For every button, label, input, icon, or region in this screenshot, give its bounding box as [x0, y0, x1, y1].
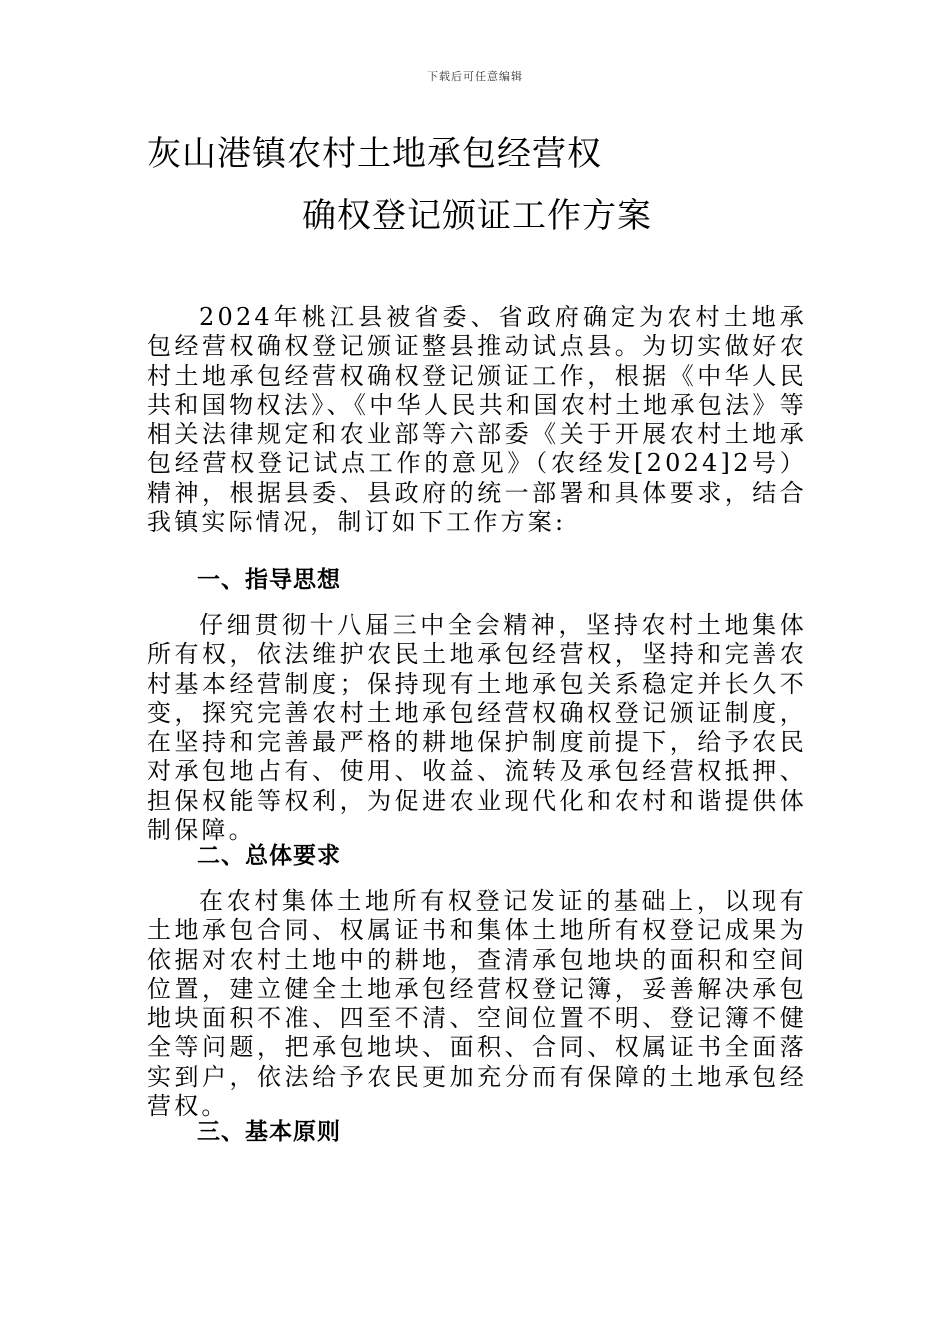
section-2-paragraph: 在农村集体土地所有权登记发证的基础上，以现有土地承包合同、权属证书和集体土地所有权登记成果为依据对农村土地中的耕地，查清承包地块的面积和空间位置，建立健全土地承包经营权登记簿，妥善解决承包地块面积不准、四至不清、空间位置不明、登记簿不健全等问题，把承包地块、面积、合同、权属证书全面落实到户，依法给予农民更加充分而有保障的土地承包经营权。: [147, 887, 807, 1121]
section-2-heading: 二、总体要求: [197, 843, 341, 869]
section-1-heading: 一、指导思想: [197, 567, 341, 593]
intro-paragraph: 2024年桃江县被省委、省政府确定为农村土地承包经营权确权登记颁证整县推动试点县。为切实做好农村土地承包经营权确权登记颁证工作，根据《中华人民共和国物权法》、《中华人民共和国农村土地承包法》等相关法律规定和农业部等六部委《关于开展农村土地承包经营权登记试点工作的意见》（农经发[2024]2号）精神，根据县委、县政府的统一部署和具体要求，结合我镇实际情况，制订如下工作方案:: [147, 303, 807, 537]
document-title-line-1: 灰山港镇农村土地承包经营权: [147, 134, 602, 174]
section-3-heading: 三、基本原则: [197, 1119, 341, 1145]
document-title-line-2: 确权登记颁证工作方案: [302, 196, 652, 236]
section-1-paragraph: 仔细贯彻十八届三中全会精神，坚持农村土地集体所有权，依法维护农民土地承包经营权，坚持和完善农村基本经营制度；保持现有土地承包关系稳定并长久不变，探究完善农村土地承包经营权确权登记颁证制度，在坚持和完善最严格的耕地保护制度前提下，给予农民对承包地占有、使用、收益、流转及承包经营权抵押、担保权能等权利，为促进农业现代化和农村和谐提供体制保障。: [147, 611, 807, 845]
header-note: 下载后可任意编辑: [427, 70, 523, 83]
